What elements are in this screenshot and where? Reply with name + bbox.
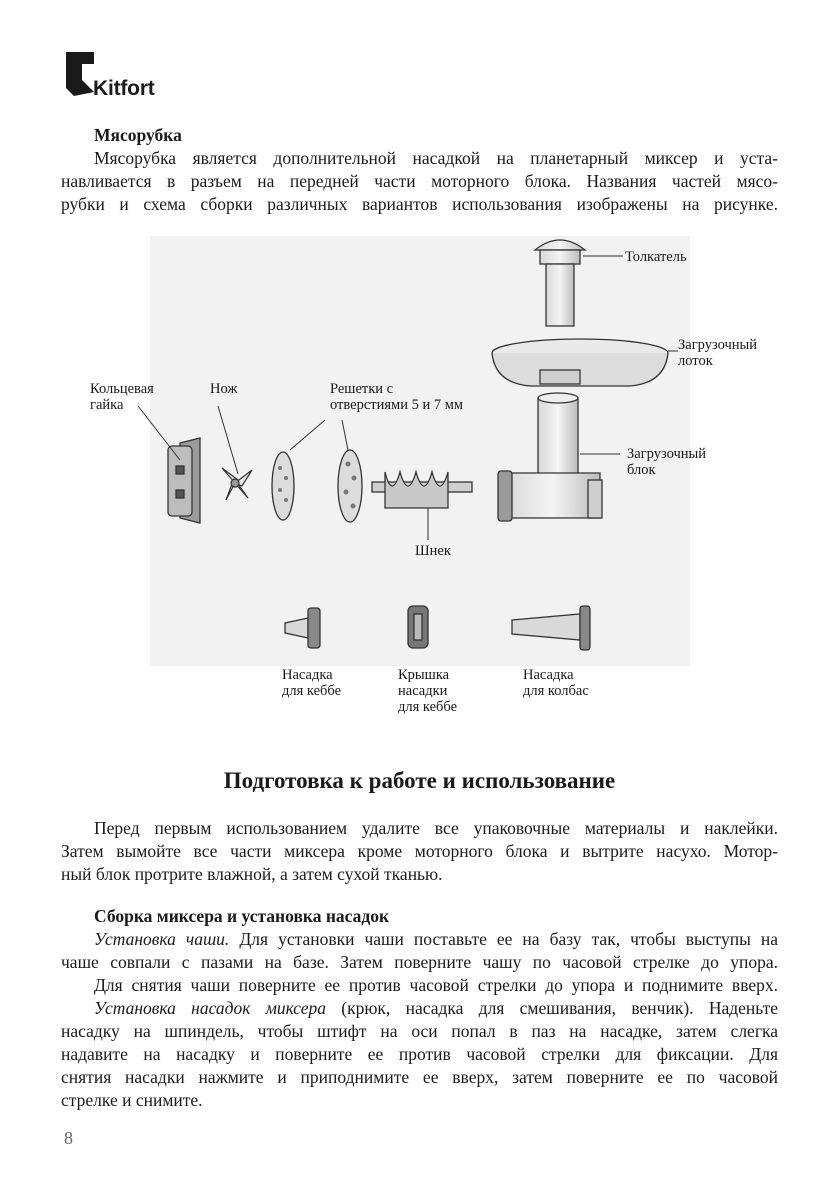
page-number: 8 [64,1128,73,1148]
bowl-remove-line: Для снятия чаши поверните ее против часовой стрелки до упора и поднимите вверх. [94,975,778,995]
label-grids-2: отверстиями 5 и 7 мм [330,397,464,413]
attachment-line-1 [94,997,778,1020]
attachment-install-text: (крюк, насадка для смешивания, венчик). Наденьте [325,998,778,1018]
label-cover-1: Крышка [398,667,450,683]
label-sausage-1: Насадка [523,667,574,683]
intro-line-3: рубки и схема сборки различных вариантов использования изображены на рисунке. [61,194,778,214]
grinder-assembly-figure [80,228,770,728]
prep-line-3: ный блок протрите влажной, а затем сухой тканью. [61,864,443,884]
section-heading-grinder: Мясорубка [94,125,182,145]
label-auger: Шнек [415,543,451,559]
label-ring-1: Кольцевая [90,381,154,397]
feeding-tray-part [492,339,668,386]
attachment-line-5: стрелке и снимите. [61,1090,203,1110]
section-heading-assembly: Сборка миксера и установка насадок [94,906,390,926]
intro-line-2: навливается в разъем на передней части моторного блока. Названия частей мясо- [61,171,778,191]
bowl-line-1 [94,928,778,951]
intro-line-1: Мясорубка является дополнительной насадкой на планетарный миксер и уста- [94,148,778,168]
label-tray-2: лоток [678,353,713,369]
brand-name: Kitfort [93,77,155,100]
bowl-install-title: Установка чаши. [94,929,230,949]
label-grids-1: Решетки с [330,381,394,397]
kitfort-logo-mark-icon [64,50,96,98]
label-cover-3: для кеббе [398,699,458,715]
label-kebbe-2: для кеббе [282,683,342,699]
label-block-2: блок [627,462,656,478]
attachment-install-title: Установка насадок миксера [94,998,326,1018]
prep-line-2: Затем вымойте все части миксера кроме моторного блока и вытрите насухо. Мотор- [61,841,778,861]
label-block-1: Загрузочный [627,446,707,462]
attachment-line-2: насадку на шпиндель, чтобы штифт на оси попал в паз на насадке, затем слегка [61,1021,778,1041]
kitfort-logo [64,50,184,100]
label-sausage-2: для колбас [523,683,589,699]
label-pusher: Толкатель [625,249,687,265]
label-cover-2: насадки [398,683,448,699]
attachment-line-3: надавите на насадку и поверните ее против часовой стрелки для фиксации. Для [61,1044,778,1064]
label-knife: Нож [210,381,238,397]
kebbe-cover-part [408,606,428,648]
bowl-line-2: чаше совпали с пазами на базе. Затем поверните чашу по часовой стрелке до упора. [61,952,778,972]
section-title-preparation: Подготовка к работе и использование [223,768,616,793]
label-tray-1: Загрузочный [678,337,758,353]
prep-line-1: Перед первым использованием удалите все упаковочные материалы и наклейки. [94,818,778,838]
label-kebbe-1: Насадка [282,667,333,683]
attachment-line-4: снятия насадки нажмите и приподнимите ее вверх, затем поверните ее по часовой [61,1067,778,1087]
bowl-install-text: Для установки чаши поставьте ее на базу так, чтобы выступы на [229,929,778,949]
grinder-parts-illustration [80,228,770,728]
label-ring-2: гайка [90,397,124,413]
